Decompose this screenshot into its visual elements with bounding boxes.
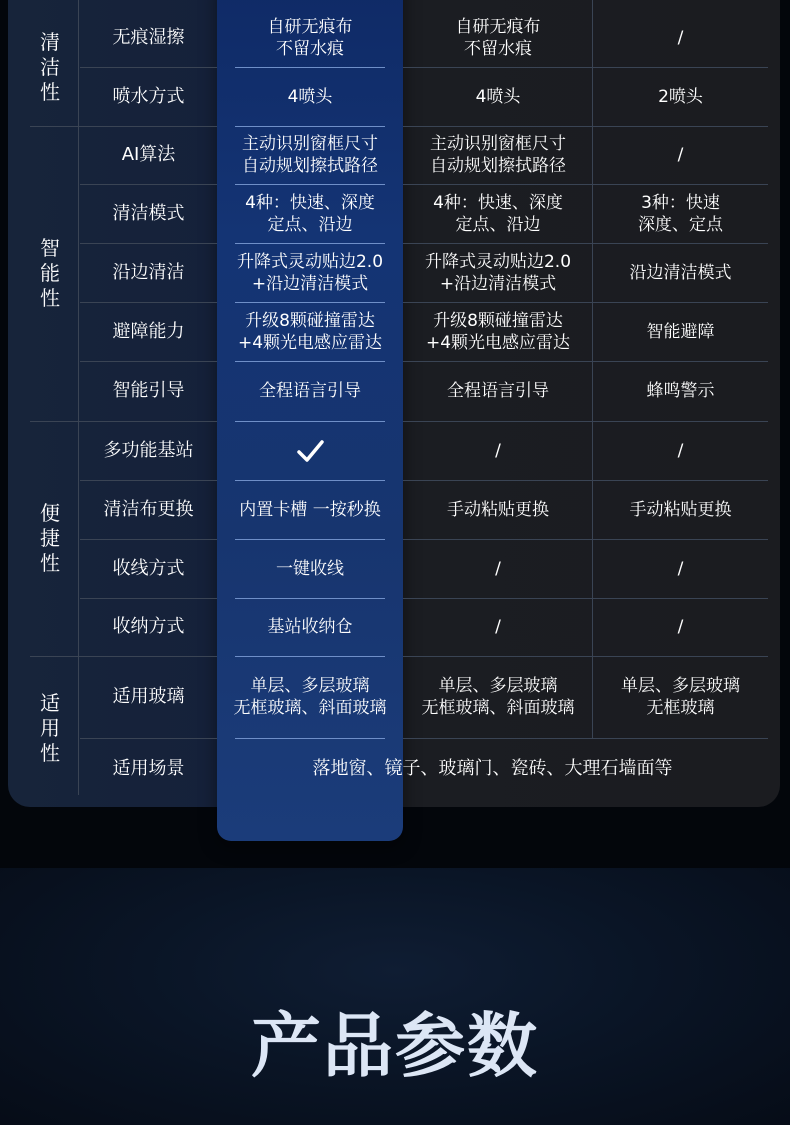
- category-label: [30, 656, 70, 800]
- table-cell-c3: 单层、多层玻璃 无框玻璃: [621, 676, 740, 718]
- row-label: AI算法: [121, 144, 176, 165]
- row-label: 适用场景: [112, 758, 185, 779]
- category-label-text: 便捷性: [40, 501, 60, 575]
- table-cell-c1: 基站收纳仓: [267, 617, 353, 637]
- table-cell-c3: 沿边清洁模式: [629, 262, 732, 283]
- row-label: 沿边清洁: [112, 261, 185, 283]
- table-cell-c3: 蜂鸣警示: [646, 381, 715, 401]
- table-cell-c1: 内置卡槽 一按秒换: [239, 499, 381, 520]
- table-cell-c2: 全程语言引导: [447, 381, 549, 401]
- table-cell-c1: 自研无痕布 不留水痕: [267, 16, 353, 59]
- table-cell-c1: 升降式灵动贴边2.0 +沿边清洁模式: [236, 251, 384, 294]
- table-cell-c3: /: [677, 145, 684, 165]
- table-cell-c3: /: [677, 558, 684, 579]
- category-label: [30, 126, 70, 421]
- table-cell-c2: 升降式灵动贴边2.0 +沿边清洁模式: [424, 251, 572, 294]
- table-cell-c1: 4喷头: [287, 86, 333, 107]
- row-label: 适用玻璃: [112, 686, 185, 707]
- row-label: 避障能力: [112, 320, 185, 342]
- category-label-text: 智能性: [40, 236, 60, 310]
- table-cell-c2: 自研无痕布 不留水痕: [455, 16, 541, 59]
- category-label-text: 适用性: [40, 690, 60, 765]
- table-cell-c2: 单层、多层玻璃 无框玻璃、斜面玻璃: [421, 676, 575, 718]
- row-label: 智能引导: [112, 380, 185, 401]
- table-cell-c3: 3种：快速 深度、定点: [638, 192, 723, 235]
- row-label: 清洁模式: [112, 202, 185, 224]
- table-cell-c2: 4种：快速、深度 定点、沿边: [433, 192, 563, 235]
- table-cell-c3: /: [677, 440, 684, 461]
- section-title: 产品参数: [251, 1005, 539, 1087]
- table-cell-c2: /: [495, 440, 501, 461]
- row-label: 收纳方式: [112, 616, 185, 637]
- table-cell-c3: 2喷头: [658, 86, 703, 107]
- table-cell-c1: 4种：快速、深度 定点、沿边: [245, 192, 375, 235]
- table-cell-c1: 主动识别窗框尺寸 自动规划擦拭路径: [242, 134, 378, 176]
- table-cell-c2: 升级8颗碰撞雷达 +4颗光电感应雷达: [425, 310, 571, 353]
- table-cell-c2: 主动识别窗框尺寸 自动规划擦拭路径: [430, 134, 566, 176]
- column-divider: [78, 0, 79, 795]
- category-label-text: 清洁性: [40, 29, 60, 104]
- category-label: [30, 8, 70, 126]
- table-cell-c2: 手动粘贴更换: [447, 499, 549, 520]
- merged-cell: 落地窗、镜子、玻璃门、瓷砖、大理石墙面等: [312, 758, 673, 779]
- table-cell-c1: 一键收线: [276, 558, 344, 579]
- row-label: 无痕湿擦: [112, 26, 185, 48]
- row-label: 喷水方式: [112, 85, 185, 107]
- category-label: [30, 421, 70, 656]
- row-label: 收线方式: [112, 557, 185, 579]
- check-icon: [294, 435, 326, 467]
- table-cell-c1: [217, 421, 403, 480]
- table-cell-c3: 手动粘贴更换: [629, 499, 732, 520]
- row-label: 多功能基站: [103, 439, 194, 461]
- table-cell-c1: 单层、多层玻璃 无框玻璃、斜面玻璃: [233, 676, 387, 718]
- table-cell-c1: 升级8颗碰撞雷达 +4颗光电感应雷达: [237, 310, 383, 353]
- table-cell-c2: /: [495, 617, 501, 637]
- table-cell-c2: 4喷头: [475, 86, 521, 107]
- row-label: 清洁布更换: [103, 498, 194, 520]
- table-cell-c1: 全程语言引导: [259, 381, 361, 401]
- table-cell-c3: 智能避障: [646, 321, 715, 342]
- table-cell-c3: /: [677, 27, 684, 48]
- table-cell-c2: /: [495, 558, 501, 579]
- table-cell-c3: /: [677, 617, 684, 637]
